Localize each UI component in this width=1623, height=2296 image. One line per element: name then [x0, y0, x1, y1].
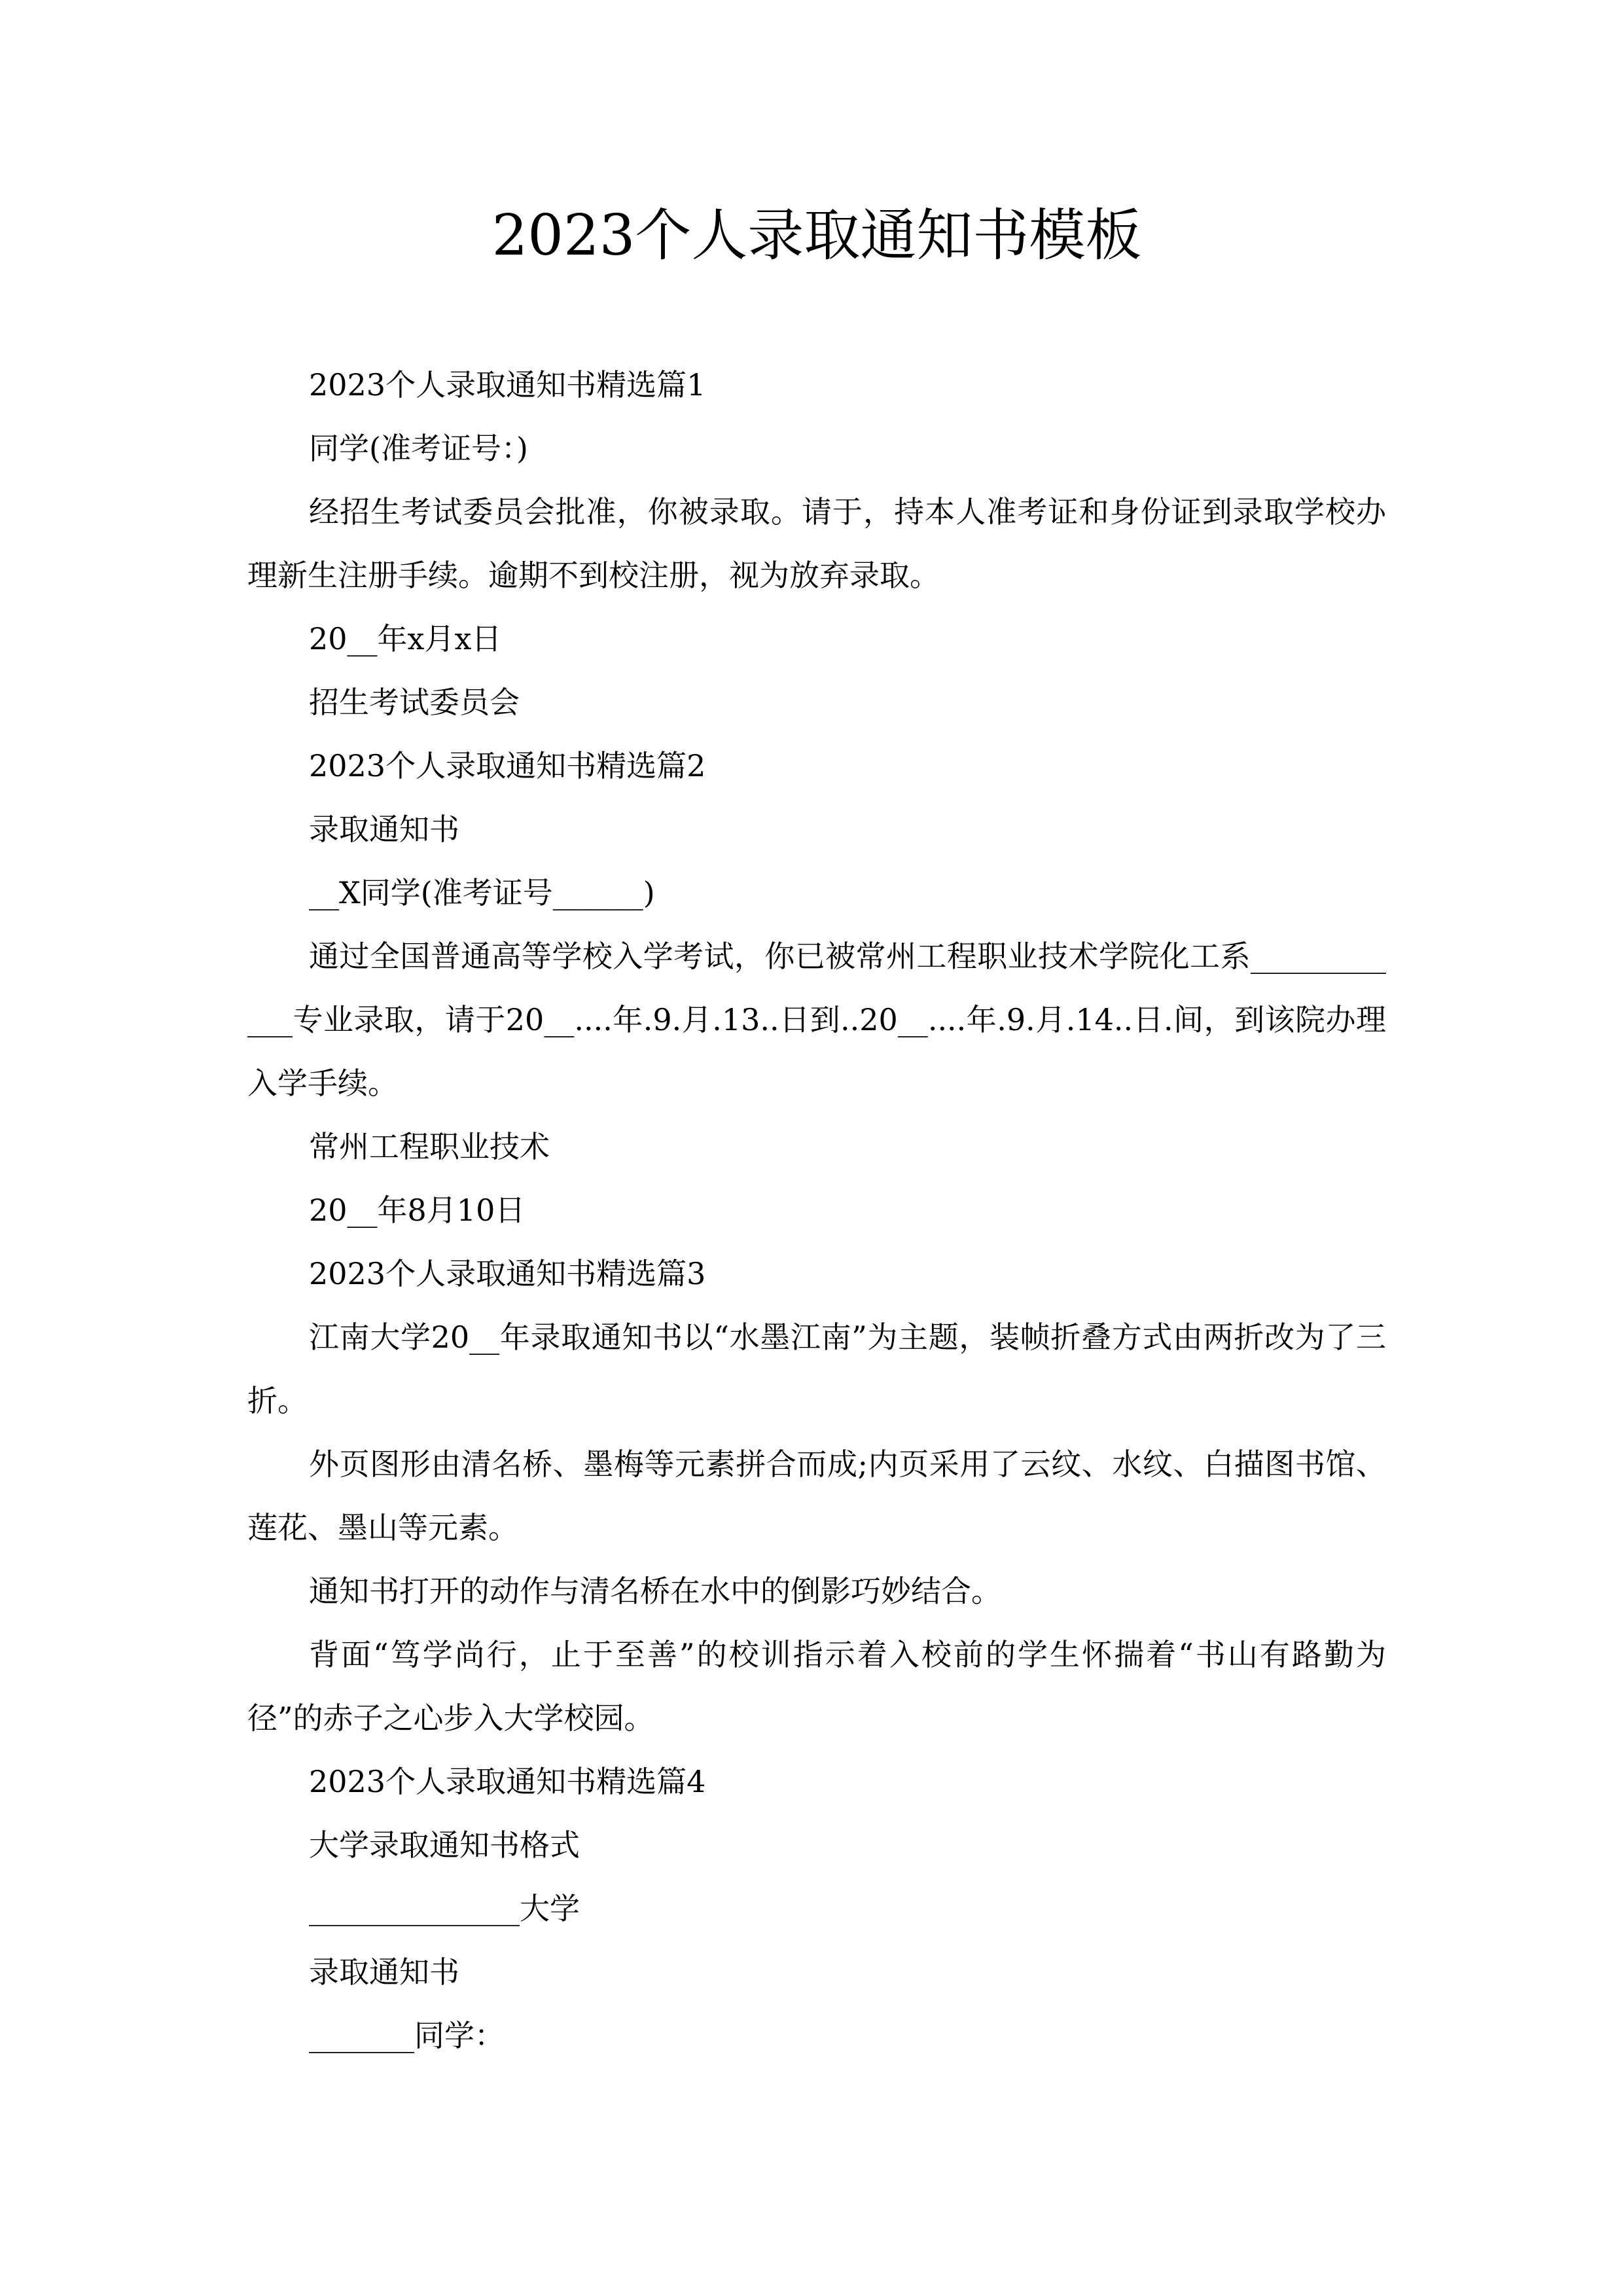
format-heading: 大学录取通知书格式	[309, 1827, 580, 1863]
document-title: 2023个人录取通知书模板	[491, 203, 1142, 268]
document-body	[247, 353, 1386, 2068]
admission-paragraph: 经招生考试委员会批准，你被录取。请于，持本人准考证和身份证到录取学校办理新生注册手续。逾期不到校注册，视为放弃录取。	[247, 494, 1386, 593]
student-line: _______同学：	[309, 2018, 505, 2053]
description-paragraph: 通知书打开的动作与清名桥在水中的倒影巧妙结合。	[309, 1573, 1001, 1609]
signature-line: 常州工程职业技术	[309, 1129, 550, 1164]
signature-line: 招生考试委员会	[309, 685, 520, 720]
description-paragraph: 背面“笃学尚行，止于至善”的校训指示着入校前的学生怀揣着“书山有路勤为径”的赤子之心步入大学校园。	[247, 1637, 1386, 1736]
description-paragraph: 江南大学20__年录取通知书以“水墨江南”为主题，装帧折叠方式由两折改为了三折。	[247, 1319, 1386, 1418]
date-line: 20__年x月x日	[309, 621, 502, 656]
student-line: __X同学(准考证号______)	[309, 875, 655, 910]
description-paragraph: 外页图形由清名桥、墨梅等元素拼合而成;内页采用了云纹、水纹、白描图书馆、莲花、墨山等元素。	[247, 1446, 1386, 1545]
section-heading-2: 2023个人录取通知书精选篇2	[309, 748, 706, 783]
admission-paragraph: 通过全国普通高等学校入学考试，你已被常州工程职业技术学院化工系____________专业录取，请于20__....年.9.月.13..日到..20__....年.9.月.14..日.间，到该院办理入学手续。	[247, 939, 1386, 1101]
notice-heading: 录取通知书	[309, 812, 459, 847]
student-line: 同学(准考证号：)	[309, 431, 528, 466]
section-heading-1: 2023个人录取通知书精选篇1	[309, 367, 706, 403]
section-heading-3: 2023个人录取通知书精选篇3	[309, 1256, 706, 1291]
university-line: ______________大学	[309, 1891, 580, 1926]
section-heading-4: 2023个人录取通知书精选篇4	[309, 1764, 706, 1799]
date-line: 20__年8月10日	[309, 1193, 526, 1228]
notice-heading: 录取通知书	[309, 1954, 459, 1990]
